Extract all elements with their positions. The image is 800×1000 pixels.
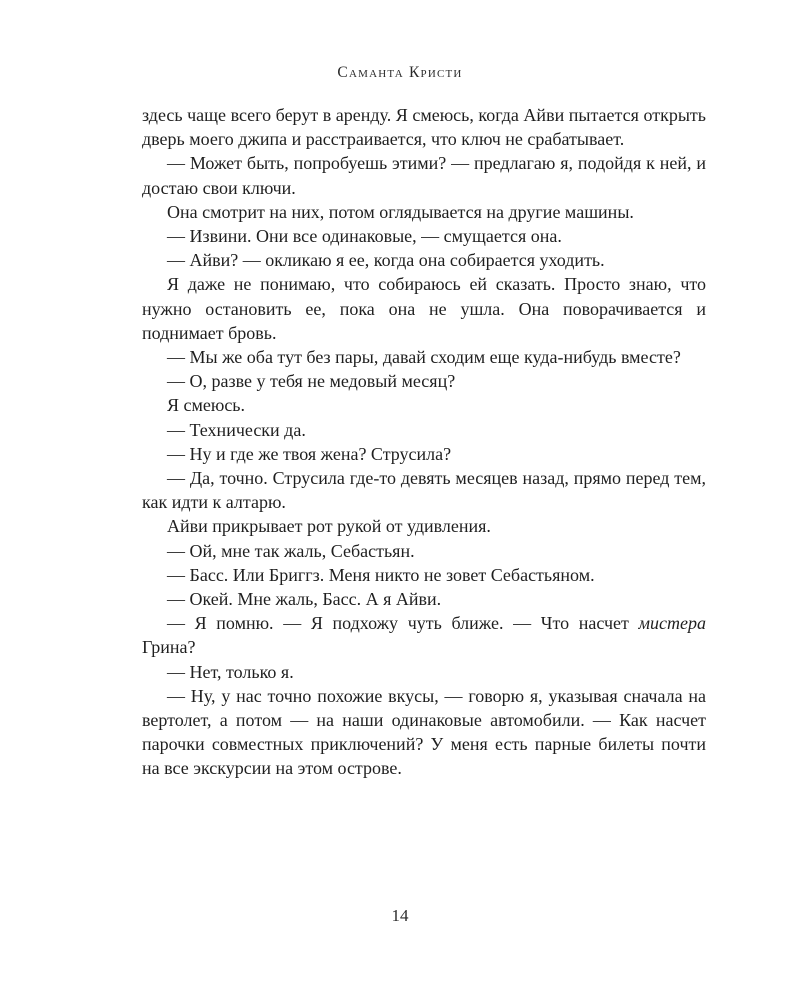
paragraph-10: — Технически да.: [167, 419, 306, 440]
paragraph-4: — Извини. Они все одинаковые, — смущается она.: [167, 226, 562, 247]
paragraph-3: Она смотрит на них, потом оглядывается на другие машины.: [167, 201, 634, 222]
paragraph-7: — Мы же оба тут без пары, давай сходим еще куда-нибудь вместе?: [167, 347, 681, 368]
paragraph-13: Айви прикрывает рот рукой от удивления.: [167, 516, 491, 537]
paragraph-6: Я даже не понимаю, что собираюсь ей сказать. Просто знаю, что нужно остановить ее, пока она не ушла. Она поворачивается и поднимает бровь.: [142, 274, 706, 343]
paragraph-17: [142, 611, 706, 659]
paragraph-14: — Ой, мне так жаль, Себастьян.: [167, 540, 415, 561]
paragraph-12: — Да, точно. Струсила где-то девять месяцев назад, прямо перед тем, как идти к алтарю.: [142, 468, 706, 513]
paragraph-8: — О, разве у тебя не медовый месяц?: [167, 371, 456, 392]
running-head: Саманта Кристи: [337, 64, 463, 81]
paragraph-5: — Айви? — окликаю я ее, когда она собирается уходить.: [167, 250, 605, 271]
paragraph-1: здесь чаще всего берут в аренду. Я смеюсь, когда Айви пытается открыть дверь моего джипа и расстраивается, что ключ не срабатывает.: [142, 105, 706, 150]
paragraph-9: Я смеюсь.: [167, 395, 246, 416]
paragraph-18: — Нет, только я.: [167, 661, 294, 682]
italic-word: мистера: [638, 613, 706, 634]
paragraph-17-start: — Я помню. — Я подхожу чуть ближе. — Что насчет: [167, 613, 639, 634]
paragraph-16: — Окей. Мне жаль, Басс. А я Айви.: [167, 589, 442, 610]
paragraph-11: — Ну и где же твоя жена? Струсила?: [167, 443, 452, 464]
page-number: 14: [391, 906, 409, 925]
paragraph-19: — Ну, у нас точно похожие вкусы, — говорю я, указывая сначала на вертолет, а потом — на наши одинаковые автомобили. — Как насчет парочки совместных приключений? У меня есть парные билеты почти на все экскурсии на этом острове.: [142, 685, 706, 779]
body-text: [142, 103, 706, 781]
paragraph-2: — Может быть, попробуешь этими? — предлагаю я, подойдя к ней, и достаю свои ключи.: [142, 153, 706, 198]
paragraph-15: — Басс. Или Бриггз. Меня никто не зовет Себастьяном.: [167, 564, 595, 585]
paragraph-17-end: Грина?: [142, 637, 196, 658]
